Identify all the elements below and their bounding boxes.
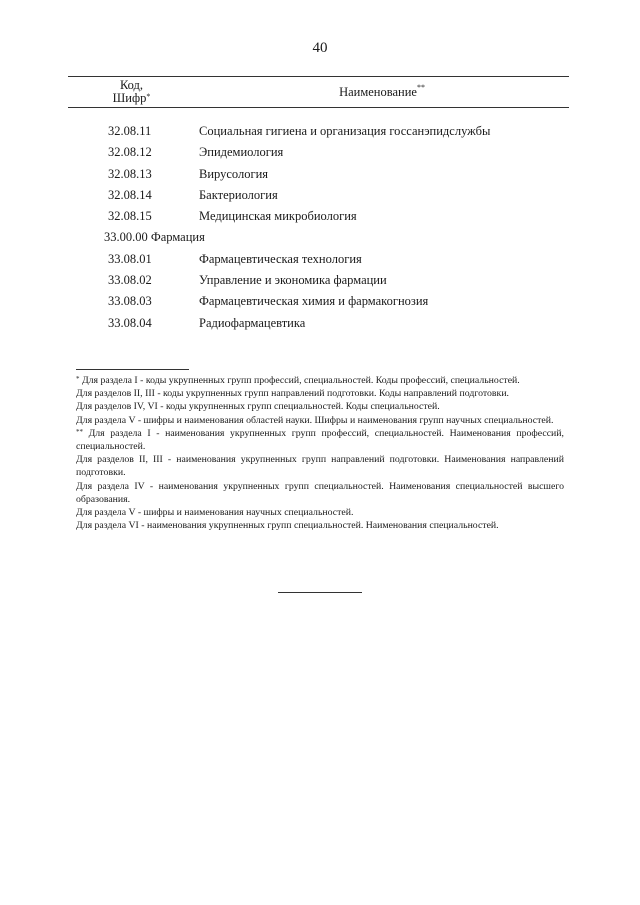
column-header-code-text: Шифр	[112, 91, 147, 105]
row-name: Медицинская микробиология	[199, 209, 357, 224]
footnote	[76, 414, 564, 427]
row-code: 32.08.12	[108, 145, 152, 160]
table-row	[0, 185, 640, 206]
footnote	[76, 453, 564, 479]
footnote	[76, 400, 564, 413]
row-name: Социальная гигиена и организация госсанэпидслужбы	[199, 124, 491, 138]
group-row	[0, 227, 640, 248]
footnote-marker-single: *	[146, 92, 151, 101]
footnote	[76, 519, 564, 532]
table-row	[0, 270, 640, 291]
footnote-marker-double: **	[416, 83, 425, 92]
group-heading: 33.00.00 Фармация	[104, 230, 205, 245]
footnote	[76, 387, 564, 400]
footnote-marker: *	[76, 375, 80, 383]
row-code: 33.08.03	[108, 294, 152, 309]
row-name: Радиофармацевтика	[199, 315, 306, 330]
row-name: Эпидемиология	[199, 145, 284, 160]
row-name: Фармацевтическая технология	[199, 251, 362, 266]
table-row	[0, 121, 640, 142]
footnote-separator	[76, 369, 189, 370]
row-name: Управление и экономика фармации	[199, 273, 387, 288]
column-header-code-line2	[68, 92, 195, 105]
row-code: 32.08.14	[108, 187, 152, 202]
footnote-text: Для разделов II, III - коды укрупненных групп направлений подготовки. Коды направлений подготовки.	[76, 388, 510, 400]
end-of-page-rule	[278, 592, 362, 593]
row-code: 33.08.02	[108, 273, 152, 288]
row-code: 33.08.04	[108, 315, 152, 330]
row-code: 32.08.15	[108, 209, 152, 224]
column-header-name-text: Наименование	[339, 85, 417, 99]
table-body	[0, 121, 640, 334]
footnote-text: Для разделов II, III - наименования укрупненных групп направлений подготовки. Наименования направлений подготовки.	[76, 454, 564, 479]
footnote-text: Для раздела I - коды укрупненных групп профессий, специальностей. Коды профессий, специальностей.	[79, 375, 520, 386]
row-code: 33.08.01	[108, 251, 152, 266]
column-header-code	[68, 79, 195, 105]
footnotes	[76, 374, 564, 532]
column-header-name	[195, 85, 569, 100]
table-row	[0, 164, 640, 185]
table-row	[0, 313, 640, 334]
table-row	[0, 291, 640, 312]
footnote-marker: **	[76, 427, 83, 436]
footnote	[76, 427, 564, 453]
row-code: 32.08.11	[108, 124, 152, 138]
footnote	[76, 506, 564, 519]
row-name: Вирусология	[199, 166, 269, 181]
table-header	[68, 76, 569, 108]
row-name: Бактериология	[199, 187, 278, 202]
footnote-text: Для раздела IV - наименования укрупненных групп специальностей. Наименования специальностей высшего образования.	[76, 480, 564, 505]
row-name: Фармацевтическая химия и фармакогнозия	[199, 294, 429, 309]
table-row	[0, 206, 640, 227]
page-number: 40	[312, 40, 328, 56]
footnote	[76, 374, 564, 387]
footnote-text: Для раздела V - шифры и наименования областей науки. Шифры и наименования групп научных специальностей.	[76, 414, 554, 426]
footnote-text: Для раздела VI - наименования укрупненных групп специальностей. Наименования специальностей.	[76, 520, 499, 532]
table-row	[0, 249, 640, 270]
table-row	[0, 142, 640, 163]
footnote	[76, 480, 564, 506]
column-header-code-line1: Код,	[119, 78, 144, 92]
footnote-text: Для раздела V - шифры и наименования научных специальностей.	[76, 507, 354, 519]
row-code: 32.08.13	[108, 166, 152, 181]
footnote-text: Для разделов IV, VI - коды укрупненных групп специальностей. Коды специальностей.	[76, 401, 440, 413]
footnote-text: Для раздела I - наименования укрупненных групп профессий, специальностей. Наименования профессий, специальностей.	[76, 427, 564, 453]
